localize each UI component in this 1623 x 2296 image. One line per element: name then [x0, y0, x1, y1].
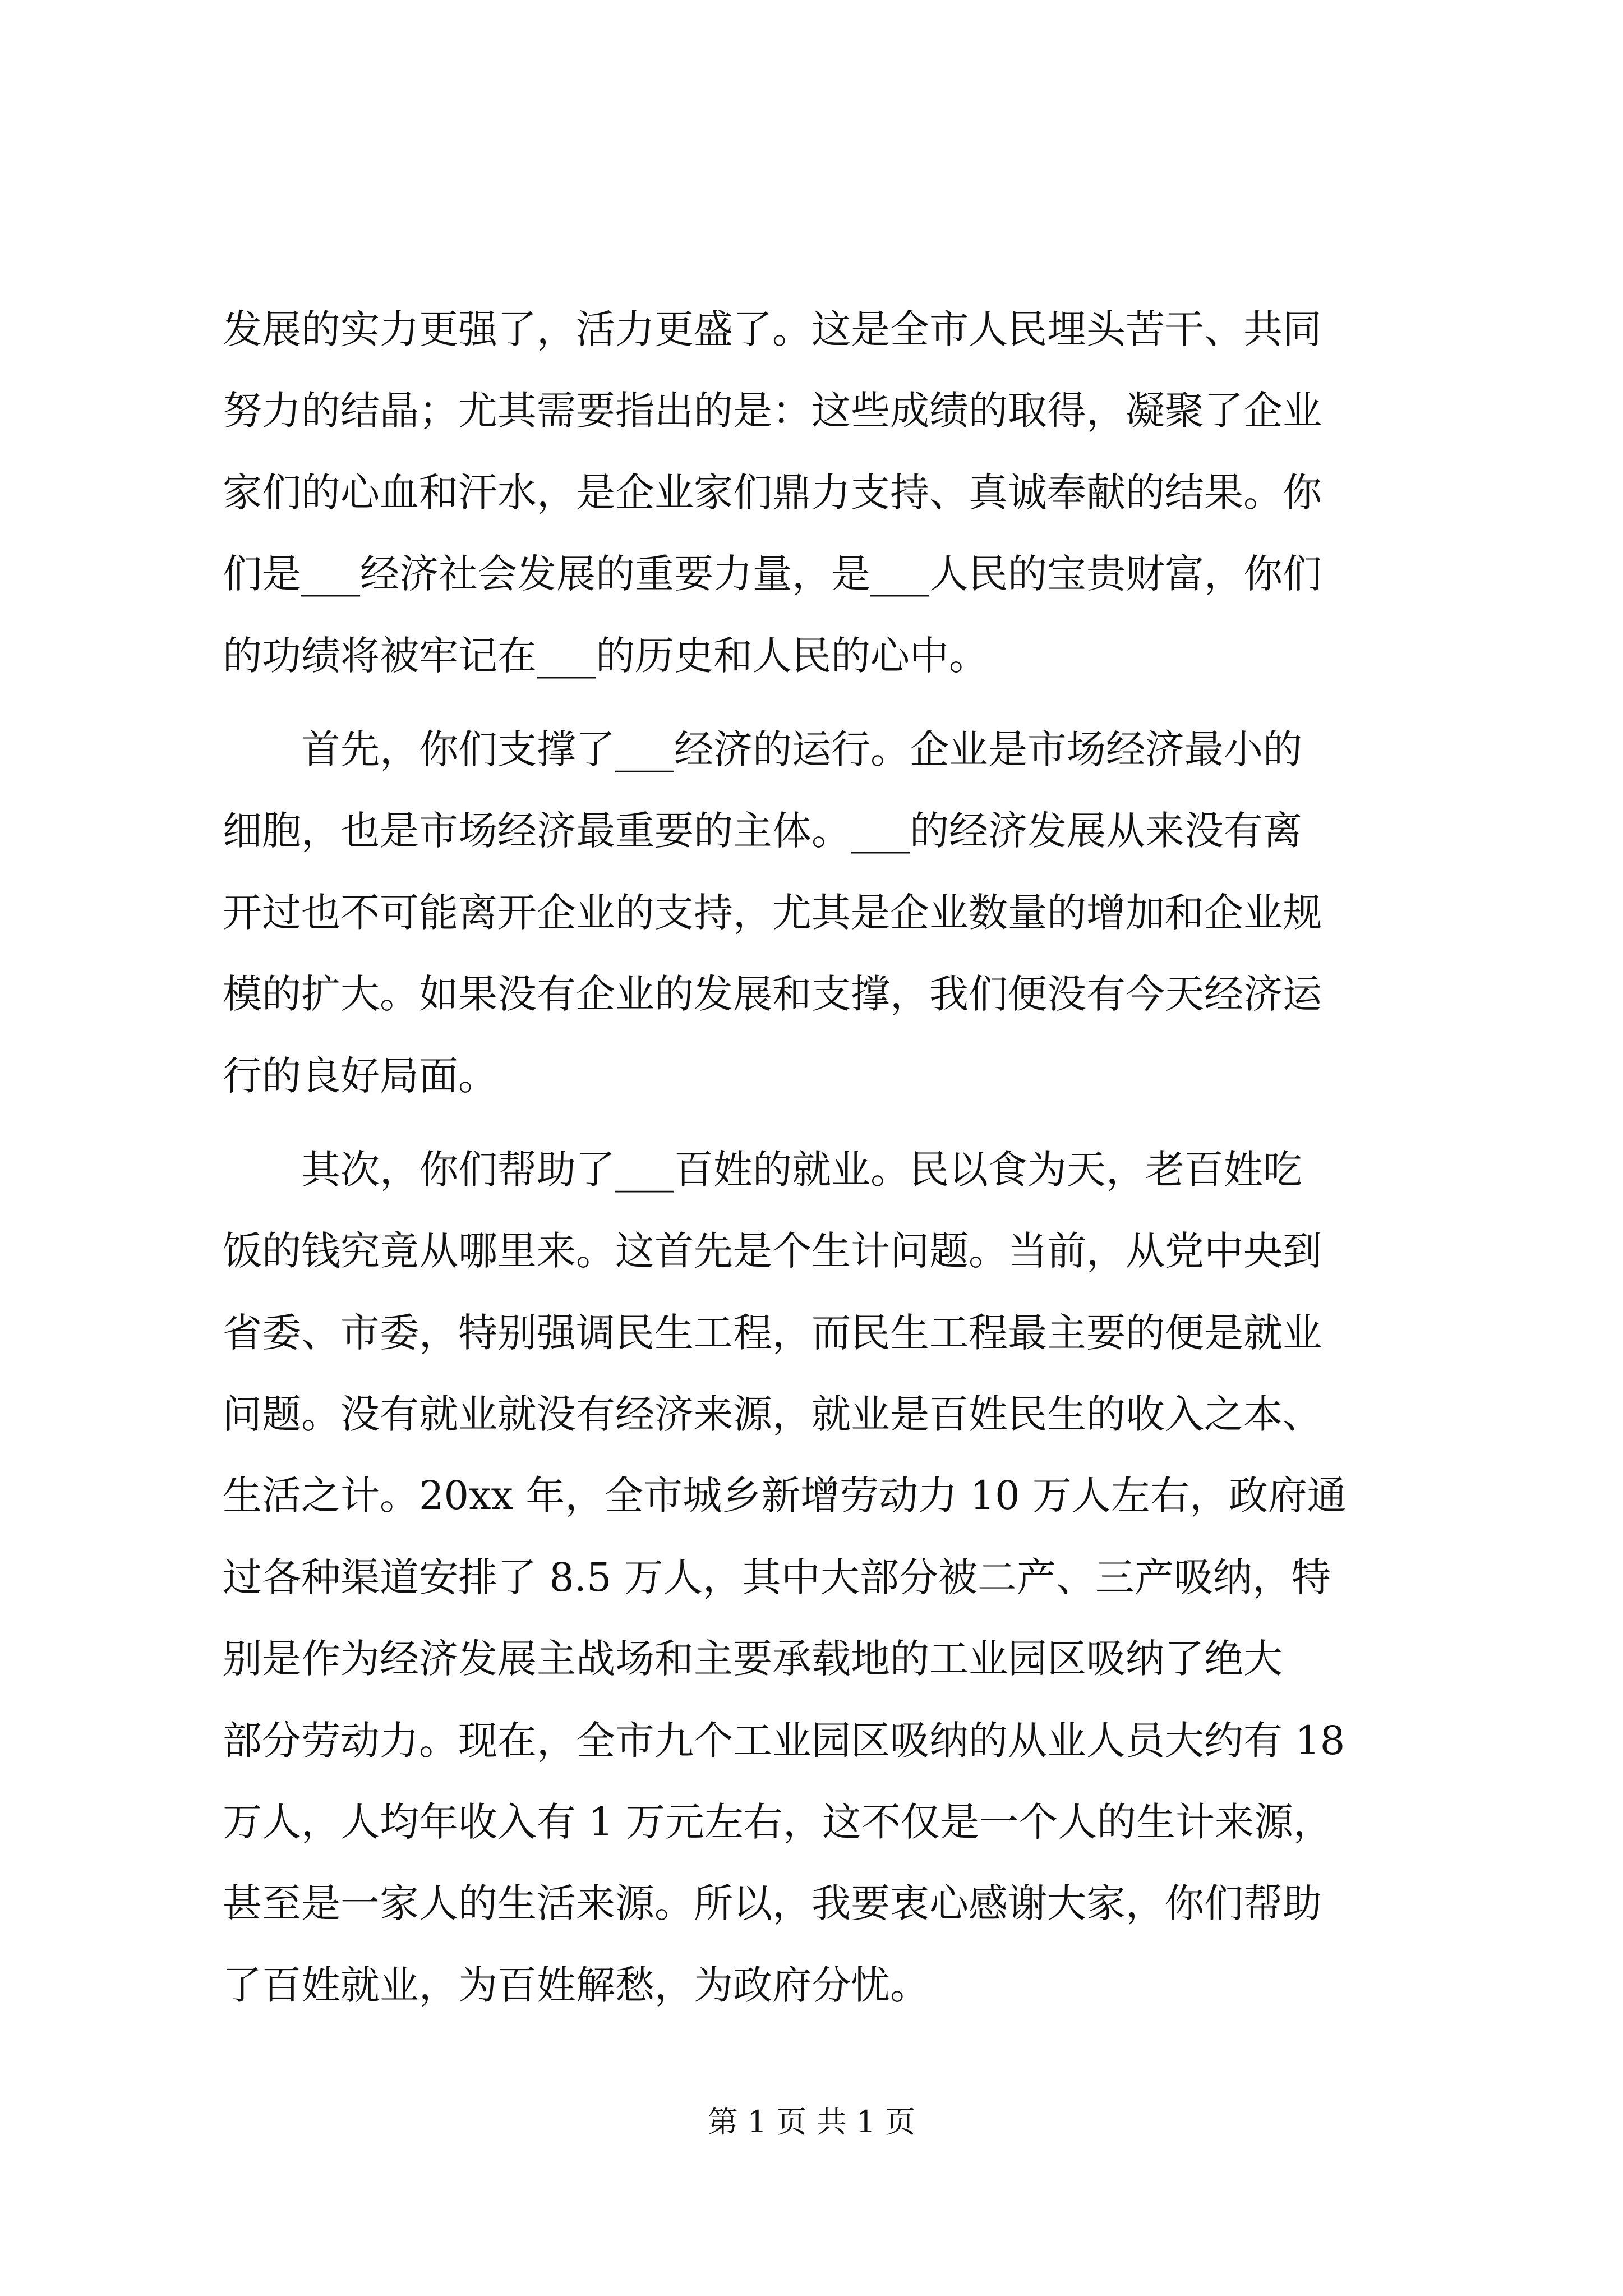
text-line: 其次，你们帮助了___百姓的就业。民以食为天，老百姓吃	[301, 1146, 1302, 1193]
text-line: 万人，人均年收入有 1 万元左右，这不仅是一个人的生计来源，	[223, 1799, 1333, 1846]
page-number-footer: 第 1 页 共 1 页	[707, 2104, 916, 2139]
text-line: 了百姓就业，为百姓解愁，为政府分忧。	[223, 1962, 929, 2008]
text-line: 开过也不可能离开企业的支持，尤其是企业数量的增加和企业规	[223, 889, 1322, 936]
text-line: 模的扩大。如果没有企业的发展和支撑，我们便没有今天经济运	[223, 971, 1322, 1018]
text-line: 行的良好局面。	[223, 1052, 497, 1099]
text-line: 过各种渠道安排了 8.5 万人，其中大部分被二产、三产吸纳，特	[223, 1554, 1331, 1600]
text-line: 省委、市委，特别强调民生工程，而民生工程最主要的便是就业	[223, 1309, 1322, 1356]
text-line: 问题。没有就业就没有经济来源，就业是百姓民生的收入之本、	[223, 1391, 1322, 1438]
text-line: 首先，你们支撑了___经济的运行。企业是市场经济最小的	[301, 726, 1302, 772]
paragraph-1	[223, 289, 1406, 697]
text-line: 发展的实力更强了，活力更盛了。这是全市人民埋头苦干、共同	[223, 306, 1322, 352]
text-line: 部分劳动力。现在，全市九个工业园区吸纳的从业人员大约有 18	[223, 1717, 1345, 1764]
text-line: 饭的钱究竟从哪里来。这首先是个生计问题。当前，从党中央到	[223, 1228, 1322, 1274]
text-line: 家们的心血和汗水，是企业家们鼎力支持、真诚奉献的结果。你	[223, 469, 1322, 516]
text-line: 甚至是一家人的生活来源。所以，我要衷心感谢大家，你们帮助	[223, 1880, 1322, 1927]
text-line: 生活之计。20xx 年，全市城乡新增劳动力 10 万人左右，政府通	[223, 1473, 1347, 1519]
text-line: 别是作为经济发展主战场和主要承载地的工业园区吸纳了绝大	[223, 1636, 1283, 1682]
text-line: 细胞，也是市场经济最重要的主体。___的经济发展从来没有离	[223, 808, 1302, 854]
text-line: 的功绩将被牢记在___的历史和人民的心中。	[223, 632, 988, 679]
text-line: 们是___经济社会发展的重要力量，是___人民的宝贵财富，你们	[223, 551, 1322, 597]
paragraph-2	[223, 709, 1406, 1117]
text-line: 努力的结晶；尤其需要指出的是：这些成绩的取得，凝聚了企业	[223, 388, 1322, 434]
document-body	[223, 289, 1406, 2026]
paragraph-3	[223, 1129, 1406, 2026]
